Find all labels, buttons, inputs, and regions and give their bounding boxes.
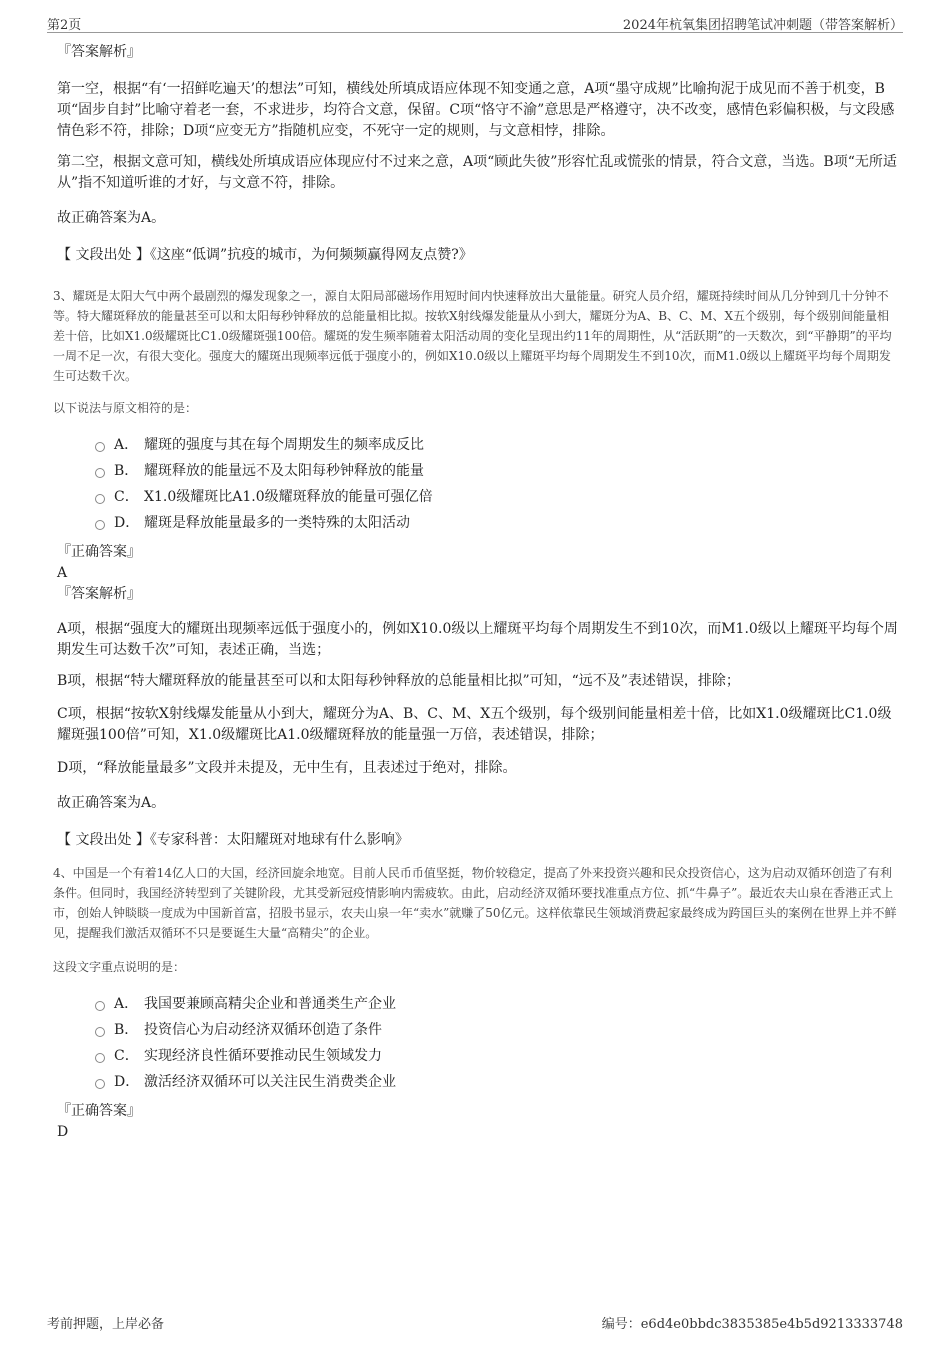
footer-slogan: 考前押题，上岸必备 (47, 1317, 165, 1332)
q4-passage: 4、中国是一个有着14亿人口的大国，经济回旋余地宽。目前人民币币值坚挺，物价较稳定，提高了外来投资兴趣和民众投资信心，这为启动双循环创造了有利条件。但同时，我国经济转型到了关键阶段，尤其受新冠疫情影响内需疲软。由此，启动经济双循环要找准重点方位、抓“牛鼻子”。最近农夫山泉在香港正式上市，创始人钟睒睒一度成为中国新首富，招股书显示，农夫山泉一年“卖水”就赚了50亿元。这样依靠民生领域消费起家最终成为跨国巨头的案例在世界上并不鲜见，提醒我们激活双循环不只是要诞生大量“高精尖”的企业。 (53, 866, 897, 940)
page-footer (47, 1313, 903, 1333)
q2-analysis-heading: 『答案解析』 (57, 44, 141, 60)
radio-button[interactable] (95, 442, 105, 452)
q4-options (53, 991, 898, 1095)
q2-analysis-para2: 第二空，根据文意可知，横线处所填成语应体现应付不过来之意，A项“顾此失彼”形容忙乱或慌张的情景，符合文意，当选。B项“无所适从”指不知道听谁的才好，与文意不符，排除。 (57, 154, 897, 191)
radio-button[interactable] (95, 1053, 105, 1063)
q3-passage: 3、耀斑是太阳大气中两个最剧烈的爆发现象之一，源自太阳局部磁场作用短时间内快速释放出大量能量。研究人员介绍，耀斑持续时间从几分钟到几十分钟不等。特大耀斑释放的能量甚至可以和太阳每秒钟释放的总能量相比拟。按软X射线爆发能量从小到大，耀斑分为A、B、C、M、X五个级别，每个级别间能量相差十倍，比如X1.0级耀斑比C1.0级耀斑强100倍。耀斑的发生频率随着太阳活动周的变化呈现出约11年的周期性，从“活跃期”的一天数次，到“平静期”的平均一周不足一次，有很大变化。强度大的耀斑出现频率远低于强度小的，例如X10.0级以上耀斑平均每个周期发生不到10次，而M1.0级以上耀斑平均每个周期发生可达数千次。 (53, 289, 892, 383)
q3-source: 【 文段出处 】《专家科普：太阳耀斑对地球有什么影响》 (57, 832, 409, 848)
q3-option-b[interactable]: B． 耀斑释放的能量远不及太阳每秒钟释放的能量 (95, 458, 898, 484)
q4-option-d[interactable]: D． 激活经济双循环可以关注民生消费类企业 (95, 1069, 898, 1095)
q3-option-d[interactable]: D． 耀斑是释放能量最多的一类特殊的太阳活动 (95, 510, 898, 536)
q4-answer: D (57, 1124, 69, 1140)
q3-options (53, 432, 898, 536)
q3-analysis-c: C项，根据“按软X射线爆发能量从小到大，耀斑分为A、B、C、M、X五个级别，每个级别间能量相差十倍，比如X1.0级耀斑比C1.0级耀斑强100倍”可知，X1.0级耀斑比A1.0级耀斑释放的能量强一万倍，表述错误，排除； (57, 706, 892, 743)
document-title: 2024年杭氧集团招聘笔试冲刺题（带答案解析） (622, 18, 903, 33)
q4-option-a[interactable]: A． 我国要兼顾高精尖企业和普通类生产企业 (95, 991, 898, 1017)
q3-answer: A (57, 565, 68, 581)
q3-answer-heading: 『正确答案』 (57, 544, 141, 560)
q3-analysis-a: A项，根据“强度大的耀斑出现频率远低于强度小的，例如X10.0级以上耀斑平均每个周期发生不到10次，而M1.0级以上耀斑平均每个周期发生可达数千次”可知，表述正确，当选； (57, 621, 898, 658)
q3-analysis-d: D项，“释放能量最多”文段并未提及，无中生有，且表述过于绝对，排除。 (57, 760, 517, 776)
radio-button[interactable] (95, 1079, 105, 1089)
radio-button[interactable] (95, 520, 105, 530)
radio-button[interactable] (95, 1027, 105, 1037)
q3-option-c[interactable]: C． X1.0级耀斑比A1.0级耀斑释放的能量可强亿倍 (95, 484, 898, 510)
q4-option-b[interactable]: B． 投资信心为启动经济双循环创造了条件 (95, 1017, 898, 1043)
q2-analysis-para1: 第一空，根据“有‘一招鲜吃遍天’的想法”可知，横线处所填成语应体现不知变通之意，A项“墨守成规”比喻拘泥于成见而不善于机变，B项“固步自封”比喻守着老一套，不求进步，均符合文意，保留。C项“恪守不渝”意思是严格遵守，决不改变，感情色彩偏积极，与文段感情色彩不符，排除；D项“应变无方”指随机应变，不死守一定的规则，与文意相悖，排除。 (57, 81, 895, 139)
q3-question: 以下说法与原文相符的是： (53, 401, 198, 415)
footer-serial: 编号：e6d4e0bbdc3835385e4b5d9213333748 (601, 1317, 903, 1332)
radio-button[interactable] (95, 1001, 105, 1011)
q2-source: 【 文段出处 】《这座“低调”抗疫的城市，为何频频赢得网友点赞?》 (57, 247, 473, 263)
radio-button[interactable] (95, 468, 105, 478)
q3-analysis-b: B项，根据“特大耀斑释放的能量甚至可以和太阳每秒钟释放的总能量相比拟”可知，“远不及”表述错误，排除； (57, 673, 740, 689)
q4-option-c[interactable]: C． 实现经济良性循环要推动民生领域发力 (95, 1043, 898, 1069)
page-number: 第2页 (47, 18, 82, 33)
page-content (53, 42, 898, 1143)
q2-conclusion: 故正确答案为A。 (57, 210, 166, 226)
q3-conclusion: 故正确答案为A。 (57, 795, 166, 811)
q4-answer-heading: 『正确答案』 (57, 1103, 141, 1119)
q3-option-a[interactable]: A． 耀斑的强度与其在每个周期发生的频率成反比 (95, 432, 898, 458)
radio-button[interactable] (95, 494, 105, 504)
page-header (47, 12, 903, 33)
q4-question: 这段文字重点说明的是： (53, 960, 186, 974)
q3-analysis-heading: 『答案解析』 (57, 586, 141, 602)
